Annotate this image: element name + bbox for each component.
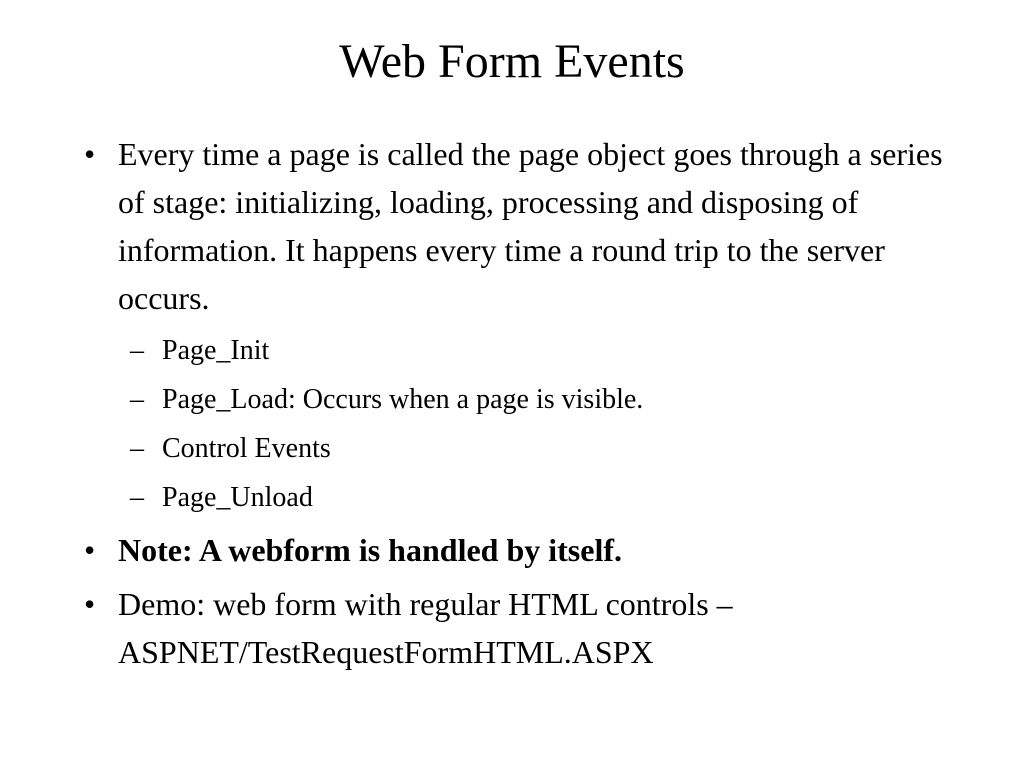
bullet-page-lifecycle [0,130,1024,322]
bullet-text: Note: A webform is handled by itself. [118,532,622,568]
bullet-text: Every time a page is called the page object goes through a series of stage: initializing, loading, processing and disposing of information. It happens every time a round trip to the server occurs. [118,136,943,316]
bullet-text: Demo: web form with regular HTML controls – ASPNET/TestRequestFormHTML.ASPX [118,586,733,670]
subitem-page-load [0,375,1024,424]
subitem-text: Control Events [162,433,331,464]
dash-marker: – [130,384,144,415]
bullet-marker: • [84,586,96,622]
dash-marker: – [130,433,144,464]
bullet-demo [0,580,1024,676]
subitem-text: Page_Init [162,335,270,366]
bullet-marker: • [84,532,96,568]
subitem-text: Page_Load: Occurs when a page is visible. [162,384,644,415]
bullet-marker: • [84,136,96,172]
subitem-page-init [0,326,1024,375]
dash-marker: – [130,335,144,366]
subitem-page-unload [0,473,1024,522]
slide-body [0,130,1024,676]
dash-marker: – [130,482,144,513]
bullet-note [0,526,1024,574]
slide-title: Web Form Events [339,35,685,88]
subitem-control-events [0,424,1024,473]
subitem-text: Page_Unload [162,482,313,513]
